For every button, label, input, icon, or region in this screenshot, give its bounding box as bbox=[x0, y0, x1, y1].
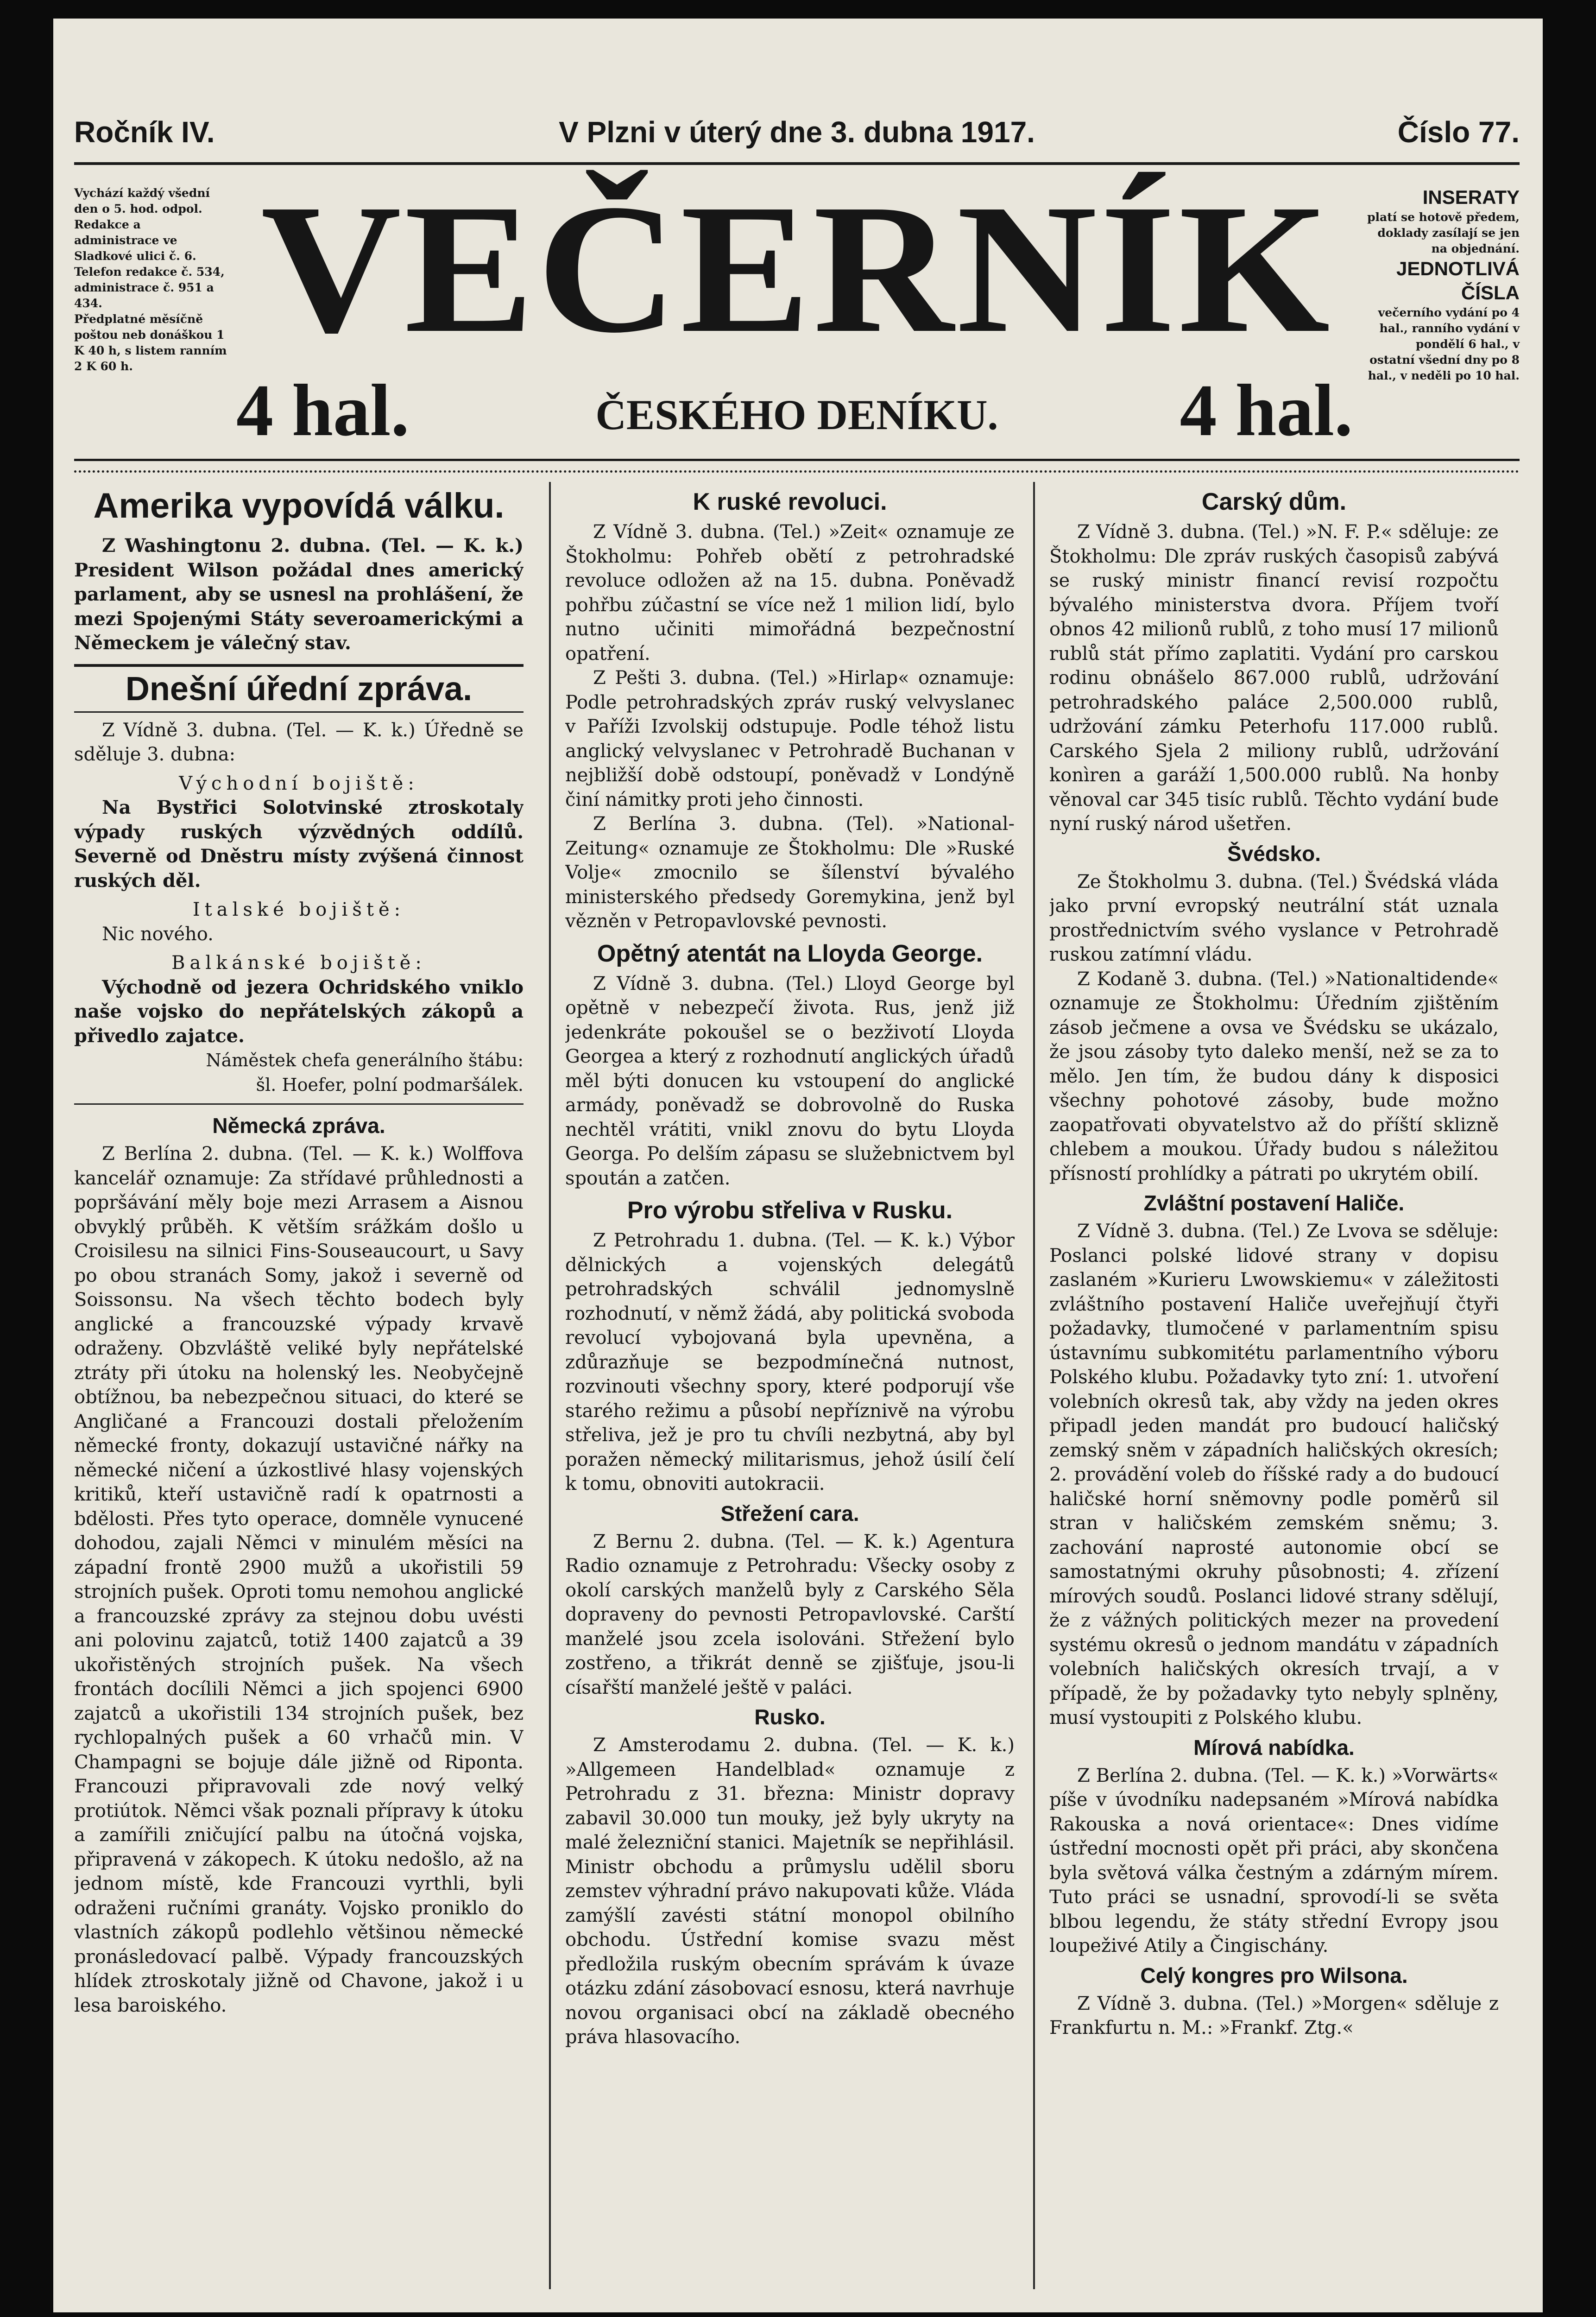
headline-russian-revolution: K ruské revoluci. bbox=[693, 488, 887, 515]
article-text: Z Vídně 3. dubna. (Tel.) »Morgen« sděluje z Frankfurtu n. M.: »Frankf. Ztg.« bbox=[1049, 1993, 1499, 2038]
headline-tsar-house: Carský dům. bbox=[1201, 488, 1347, 515]
price-right: 4 hal. bbox=[1180, 369, 1353, 451]
article-text: Z Bernu 2. dubna. (Tel. — K. k.) Agentura Radio oznamuje z Petrohradu: Všecky osoby z okolí carských manželů byly z Carského Sěla dopraveny do pevnosti Petropavlovské. Carští manželé jsou zcela isolováni. Střežení bylo zostřeno, a třikrát denně se zjišťuje, jsou-li císařští manželé ještě v paláci. bbox=[565, 1531, 1015, 1698]
signature: Náměstek chefa generálního štábu: bbox=[206, 1050, 524, 1070]
column-2 bbox=[565, 482, 1015, 2298]
article-text: Z Vídně 3. dubna. (Tel.) Ze Lvova se sděluje: Poslanci polské lidové strany v dopisu zaslaném »Kurieru Lwowskiemu« v záležitosti zvláštního postavení Haliče uveřejňují čtyři požadavky, tlumočené v parlamentním spisu ústavnímu subkomitétu parlamentního výboru Polského klubu. Požadavky tyto zní: 1. utvoření volebních okresů tak, aby vždy na jeden okres připadl jeden mandát pro budoucí haličský zemský sněm v západních haličských okresích; 2. provádění voleb do říšské rady a do budoucí haličské horní sněmovny podle poměrů sil stran v haličském zemském sněmu; 3. zachování naprosté autonomie obcí se samostatnými okruhy působnosti; 4. zřízení mírových soudů. Poslanci lidové strany sdělují, že z vážných politických mezer na provedení systému okresů o jednom mandátu v západních volebních haličských okresích trvají, a v případě, že by požadavky tyto nebyly splněny, musí vystoupiti z Polského klubu. bbox=[1049, 1221, 1499, 1728]
article-text: Z Washingtonu 2. dubna. (Tel. — K. k.) President Wilson požádal dnes americký parlament, aby se usnesl na prohlášení, že mezi Spojenými Státy severoamerickými a Německem je válečný stav. bbox=[74, 535, 524, 654]
newspaper-title: VEČERNÍK bbox=[260, 166, 1333, 371]
article-text: Na Bystřici Solotvinské ztroskotaly výpady ruských výzvědných oddílů. Severně od Dněstru místy zvýšená činnost ruských děl. bbox=[74, 797, 524, 892]
article-text: Z Vídně 3. dubna. (Tel.) »N. F. P.« sděluje: ze Štokholmu: Dle zpráv ruských časopisů zabývá se ruský ministr financí revisí rozpočtu bývalého ministerstva dvora. Příjem tvoří obnos 42 milionů rublů, z toho musí 17 milionů rublů stát přímo zaplatiti. Vydání pro carskou rodinu obnášelo 867.000 rublů, udržování petrohradského paláce 2,500.000 rublů, udržování zámku Peterhofu 117.000 rublů. Carského Sjela 2 miliony rublů, udržování konìren a garáží 1,500.000 rublů. Na honby věnoval car 345 tisíc rublů. Těchto vydání bude nyní ruský národ ušetřen. bbox=[1049, 521, 1499, 835]
article-text: Z Pešti 3. dubna. (Tel.) »Hirlap« oznamuje: Podle petrohradských zpráv ruský velvyslanec v Paříži Izvolskij odstupuje. Podle téhož listu anglický velvyslanec v Petrohradě Buchanan v nejbližší době odstoupí, poněvadž v Londýně činí námitky proti jeho činnosti. bbox=[565, 667, 1015, 810]
masthead bbox=[74, 166, 1520, 459]
article-text: Ze Štokholmu 3. dubna. (Tel.) Švédská vláda jako první evropský neutrální stát uznala prostřednictvím svého vyslance v Petrohradě ruskou zatímní vládu. bbox=[1049, 871, 1499, 965]
column-1 bbox=[74, 482, 524, 2298]
masthead-rule bbox=[74, 459, 1520, 473]
front-heading: Italské bojiště: bbox=[192, 899, 405, 920]
advertising-info-box bbox=[1367, 185, 1520, 384]
article-text: Východně od jezera Ochridského vniklo naše vojsko do nepřátelských zákopů a přivedlo zajatce. bbox=[74, 976, 524, 1047]
headline-america: Amerika vypovídá válku. bbox=[93, 486, 505, 525]
headline-galicia: Zvláštní postavení Haliče. bbox=[1143, 1191, 1405, 1215]
info-line: Předplatné měsíčně poštou neb donáškou 1 K 40 h, s listem ranním 2 K 60 h. bbox=[74, 312, 227, 373]
section-rule bbox=[74, 1103, 524, 1105]
headline-lloyd-george: Opětný atentát na Lloyda George. bbox=[597, 940, 983, 967]
article-text: Z Vídně 3. dubna. (Tel.) »Zeit« oznamuje ze Štokholmu: Pohřeb obětí z petrohradské revoluce odložen až na 15. dubna. Poněvadž pohřbu zúčastní se více než 1 milion lidí, bylo nutno učiniti mimořádná bezpečnostní opatření. bbox=[565, 521, 1015, 665]
column-3 bbox=[1049, 482, 1499, 2298]
article-text: Nic nového. bbox=[102, 923, 214, 945]
dateline bbox=[74, 102, 1520, 165]
headline-wilson-congress: Celý kongres pro Wilsona. bbox=[1140, 1963, 1408, 1988]
article-text: Z Kodaně 3. dubna. (Tel.) »Nationaltidende« oznamuje ze Štokholmu: Úředním zjištěním zásob ječmene a ovsa ve Švédsku se ukázalo, že jsou zásoby tyto daleko menší, než se za to mělo. Jen tím, že budou dány k disposici všechny pohotové zásoby, bude možno zaopatřovati obyvatelstvo až do příští sklizně chlebem a moukou. Úřady budou s náležitou přísností prohlídky a pátrati po ukrytém obilí. bbox=[1049, 968, 1499, 1184]
info-line: Redakce a administrace ve Sladkové ulici č. 6. bbox=[74, 218, 196, 263]
article-text: Z Amsterodamu 2. dubna. (Tel. — K. k.) »Allgemeen Handelblad« oznamuje z Petrohradu z 31. března: Ministr dopravy zabavil 30.000 tun mouky, jež byly ukryty na malé železniční stanici. Majetník se nepřihlásil. Ministr obchodu a průmyslu udělil sboru zemstev výhradní právo nakupovati kůže. Vláda zamýšlí zavésti státní monopol obilního obchodu. Ústřední komise svazu měst předložila ruským obecním správám k úvaze otázku zdání zásobovací esnosu, která navrhuje novou organisaci obcí na základě obecného práva hlasovacího. bbox=[565, 1735, 1015, 2048]
issue-number: Číslo 77. bbox=[1397, 115, 1520, 149]
article-text: Z Berlína 2. dubna. (Tel. — K. k.) »Vorwärts« píše v úvodníku nadepsaném »Mírová nabídka Rakouska a nová orientace«: Dnes vidíme ústřední mocnosti opět při práci, aby skončena byla světová válka čestným a zdárným mírem. Tuto práci se usnadní, sprovodí-li se světa blbou legendu, že státy střední Evropy jsou loupeživé Atily a Čingischány. bbox=[1049, 1765, 1499, 1956]
headline-peace-offer: Mírová nabídka. bbox=[1193, 1735, 1355, 1760]
newspaper-page bbox=[53, 19, 1543, 2312]
volume: Ročník IV. bbox=[74, 115, 215, 149]
info-line: Vychází každý všední den o 5. hod. odpol. bbox=[74, 186, 210, 215]
price-left: 4 hal. bbox=[236, 369, 410, 451]
headline-sweden: Švédsko. bbox=[1227, 841, 1321, 866]
article-text: Z Berlína 2. dubna. (Tel. — K. k.) Wolffova kancelář oznamuje: Za střídavé průhlednosti a popršávání měly boje mezi Arrasem a Aisnou obvyklý průběh. K větším srážkám došlo u Croisilesu na silnici Fins-Souseaucourt, u Savy po obou stranách Somy, jakož i severně od Soissonsu. Na všech těchto bodech byly anglické a francouzské výpady krvavě odraženy. Obzvláště veliké byly nepřátelské ztráty při útoku na holenský les. Neobyčejně obtížnou, ba nebezpečnou situaci, do které se Angličané a Francouzi dostali přeložením německé fronty, dokazují ustavičné nářky na německé ničení a úzkostlivé hlasy vojenských kritiků, kteří ustavičně radí k opatrnosti a bdělosti. Přes tyto operace, domněle vynucené dohodou, zajali Němci v minulém měsíci na západní frontě 2900 mužů a ukořistili 59 strojních pušek. Oproti tomu nemohou anglické a francouzské zprávy za stejnou dobu uvésti ani polovinu zajatců, totiž 1400 zajatců a 39 ukořistěných strojních pušek. Na všech frontách docílili Němci a jich spojenci 6900 zajatců a ukořistili 134 strojních pušek, bez rychlopalných pušek a 60 vrhačů min. V Champagni se bojuje dále jižně od Riponta. Francouzi připravovali zde nový velký protiútok. Němci však poznali přípravy k útoku a zamířili zničující palbu na útočná vojska, připravená v zákopech. K útoku nedošlo, až na jednom místě, kde Francouzi vyrthli, byli odraženi ručními granáty. Vojsko proniklo do vlastních zákopů podlehlo většinou německé pronásledovací palbě. Výpady francouzských hlídek ztroskotaly jižně od Chavone, jakož i u lesa baroiského. bbox=[74, 1143, 524, 2016]
article-text: Z Vídně 3. dubna. (Tel.) Lloyd George byl opětně v nebezpečí života. Rus, jenž již jedenkráte pokoušel se o bezživotí Lloyda Georgea a který z rozhodnutí anglických úřadů měl býti donucen ku vstoupení do anglické armády, poněvadž se dobrovolně do Ruska nechtěl vrátiti, vnikl znovu do bytu Lloyda Georga. Po delším zápasu se služebnictvem byl spoután a zatčen. bbox=[565, 973, 1015, 1189]
place-date: V Plzni v úterý dne 3. dubna 1917. bbox=[559, 115, 1035, 149]
column-divider bbox=[549, 482, 551, 2289]
article-text: Z Berlína 3. dubna. (Tel). »National-Zeitung« oznamuje ze Štokholmu: Dle »Ruské Volje« zmocnilo se šílenství bývalého ministerského předsedy Goremykina, jenž byl vězněn v Petropavlovské pevnosti. bbox=[565, 813, 1015, 932]
article-text: Z Vídně 3. dubna. (Tel. — K. k.) Úředně se sděluje 3. dubna: bbox=[74, 719, 524, 765]
info-line: Telefon redakce č. 534, administrace č. 951 a 434. bbox=[74, 265, 225, 310]
headline-official-report: Dnešní úřední zpráva. bbox=[74, 664, 524, 713]
info-heading: JEDNOTLIVÁ ČÍSLA bbox=[1396, 258, 1520, 304]
info-line: večerního vydání po 4 hal., ranního vydání v pondělí 6 hal., v ostatní všední dny po 8 hal., v neděli po 10 hal. bbox=[1368, 306, 1520, 382]
headline-russia: Rusko. bbox=[754, 1705, 826, 1729]
newspaper-subtitle: ČESKÉHO DENÍKU. bbox=[595, 391, 998, 438]
info-heading: INSERATY bbox=[1422, 186, 1520, 208]
front-heading: Východní bojiště: bbox=[179, 772, 419, 794]
column-divider bbox=[1033, 482, 1035, 2289]
info-line: platí se hotově předem, doklady zasílají se jen na objednání. bbox=[1367, 210, 1520, 255]
signature: šl. Hoefer, polní podmaršálek. bbox=[256, 1074, 524, 1095]
front-heading: Balkánské bojiště: bbox=[171, 952, 426, 974]
headline-tsar-guard: Střežení cara. bbox=[720, 1501, 859, 1526]
headline-ammunition: Pro výrobu střeliva v Rusku. bbox=[627, 1197, 953, 1224]
headline-german-report: Německá zpráva. bbox=[212, 1114, 385, 1138]
article-text: Z Petrohradu 1. dubna. (Tel. — K. k.) Výbor dělnických a vojenských delegátů petrohradských schválil jednomyslně rozhodnutí, v němž žádá, aby politická svoboda revolucí vybojovaná byla upevněna, a zdůrazňuje se bezpodmínečná nutnost, rozvinouti všechny spory, které podporují vše starého režimu a působí nepříznivě na výrobu střeliva, jež je pro tu chvíli nezbytná, aby byl poražen německý militarismus, jehož úsilí čelí k tomu, obnoviti autokracii. bbox=[565, 1230, 1015, 1494]
